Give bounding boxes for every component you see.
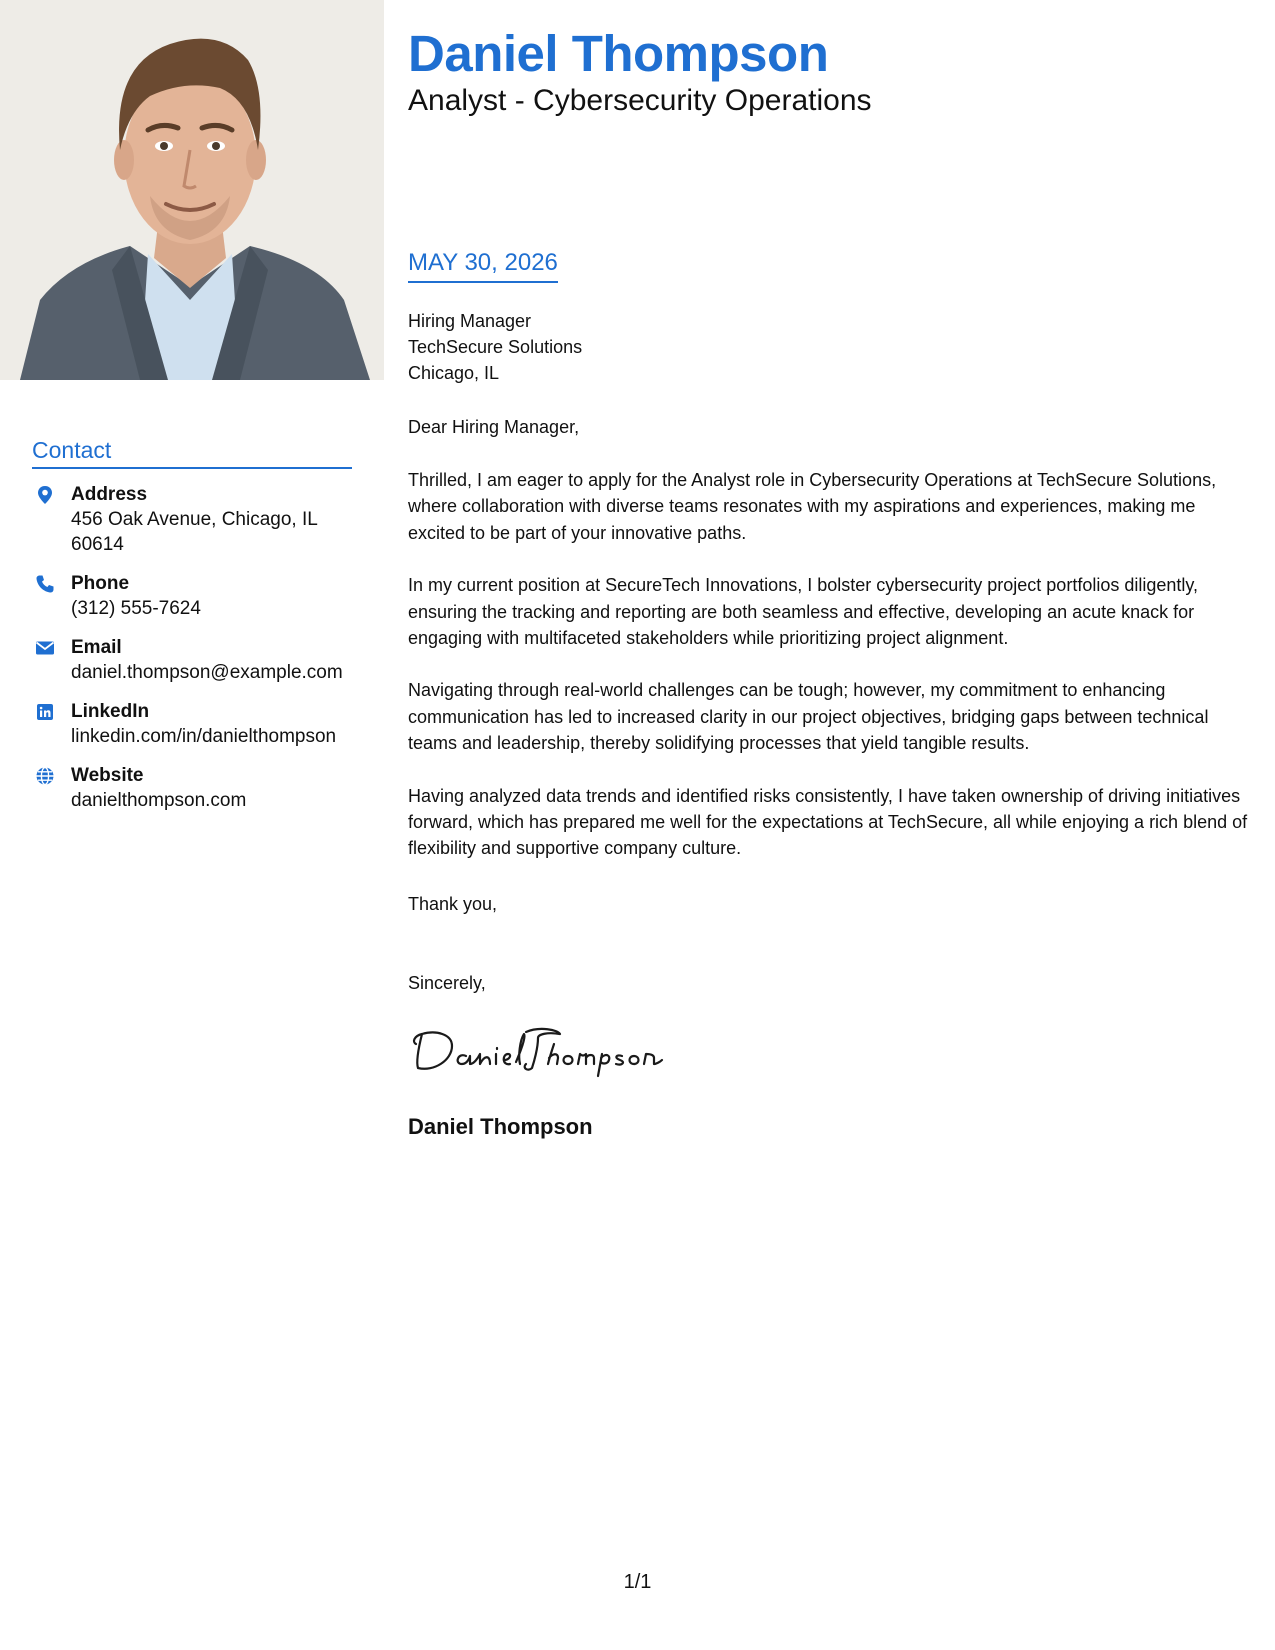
contact-label: LinkedIn [71,701,150,722]
signature-image [408,1022,668,1078]
address-text: 456 Oak Avenue, Chicago, IL 60614 [71,509,318,555]
page-number: 1/1 [623,1571,652,1593]
contact-label: Email [71,637,122,658]
contact-website [32,763,362,813]
recipient-block [408,308,582,386]
contact-label: Website [71,765,144,786]
letter-date: MAY 30, 2026 [408,249,558,283]
contact-heading: Contact [32,437,352,469]
greeting: Dear Hiring Manager, [408,417,580,437]
recipient-line: Hiring Manager [408,311,532,331]
recipient-line: Chicago, IL [408,363,500,383]
thanks-line: Thank you, [408,894,498,914]
contact-phone [32,571,362,621]
linkedin-icon [35,702,55,722]
contact-list [32,482,362,827]
sidebar [0,0,384,1650]
map-pin-icon [35,485,55,505]
contact-label: Address [71,484,148,505]
contact-label: Phone [71,573,130,594]
body-paragraph: Navigating through real-world challenges can be tough; however, my commitment to enhancing communication has led to increased clarity in our project objectives, bridging gaps between technical teams and leadership, thereby solidifying processes that yield tangible results. [408,680,1209,754]
recipient-line: TechSecure Solutions [408,337,583,357]
signer-name: Daniel Thompson [408,1114,593,1139]
globe-icon [35,766,55,786]
applicant-name: Daniel Thompson [408,25,829,82]
linkedin-link[interactable]: linkedin.com/in/danielthompson [71,726,337,747]
email-link[interactable]: daniel.thompson@example.com [71,662,343,683]
profile-photo [0,0,384,380]
letter-body [408,467,1253,888]
body-paragraph: In my current position at SecureTech Innovations, I bolster cybersecurity project portfolios diligently, ensuring the tracking and reporting are both seamless and effective, developing an acute knack for engaging with multifaceted stakeholders while prioritizing project alignment. [408,575,1199,649]
contact-email [32,635,362,685]
website-link[interactable]: danielthompson.com [71,790,247,811]
closing-line: Sincerely, [408,973,486,993]
body-paragraph: Having analyzed data trends and identified risks consistently, I have taken ownership of driving initiatives forward, which has prepared me well for the expectations at TechSecure, all while enjoying a rich blend of flexibility and supportive company culture. [408,785,1248,859]
contact-linkedin [32,699,362,749]
contact-address [32,482,362,557]
email-icon [35,638,55,658]
phone-text[interactable]: (312) 555-7624 [71,598,201,619]
body-paragraph: Thrilled, I am eager to apply for the Analyst role in Cybersecurity Operations at TechSecure Solutions, where collaboration with diverse teams resonates with my aspirations and experiences, making me excited to be part of your innovative paths. [408,470,1217,543]
phone-icon [35,574,55,594]
job-title: Analyst - Cybersecurity Operations [408,84,872,117]
